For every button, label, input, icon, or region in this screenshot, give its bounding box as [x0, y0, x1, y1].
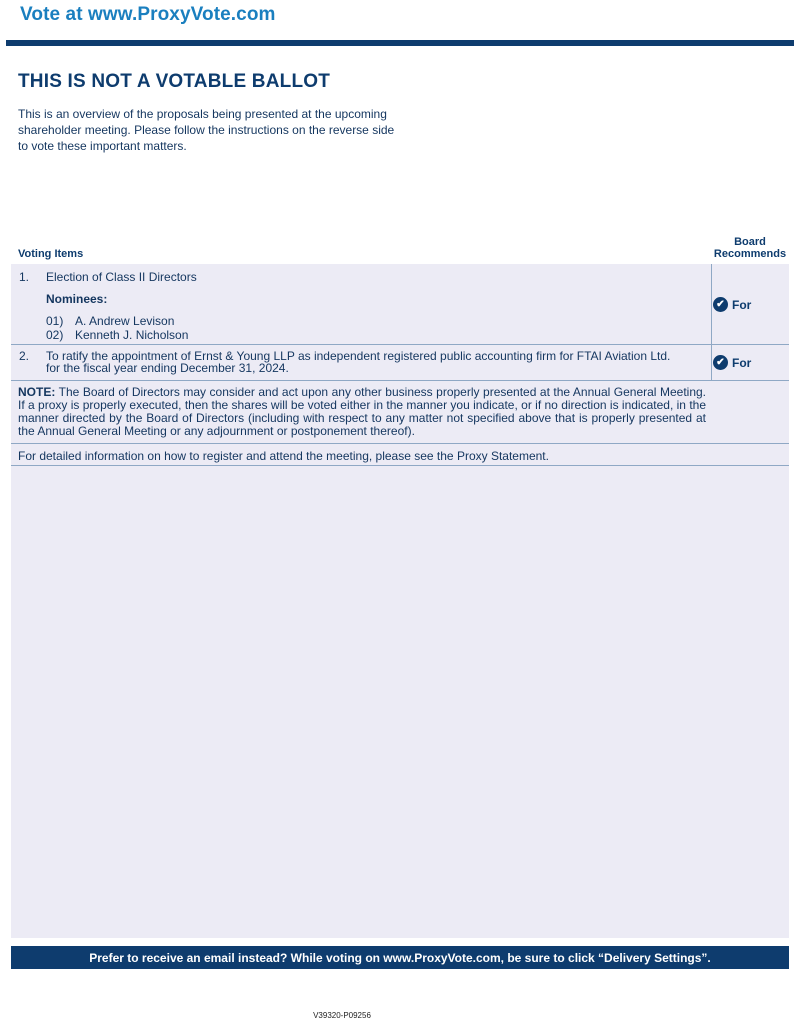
- note-text: [18, 386, 706, 438]
- recommendation-label: For: [732, 355, 752, 370]
- nominee: [46, 329, 188, 342]
- item-text-line1: To ratify the appointment of Ernst & Young LLP as independent registered public accounting firm for FTAI Aviation Ltd.: [46, 349, 671, 363]
- nominee: [46, 315, 174, 328]
- nominee-number: 02): [46, 328, 64, 342]
- recommendation-label: For: [732, 297, 752, 312]
- header-title: Vote at www.ProxyVote.com: [20, 4, 276, 25]
- voting-items-header: Voting Items: [18, 248, 84, 260]
- nominee-name: Kenneth J. Nicholson: [75, 328, 189, 342]
- ballot-title: THIS IS NOT A VOTABLE BALLOT: [18, 71, 331, 92]
- header-divider: [6, 40, 794, 46]
- nominee-name: A. Andrew Levison: [75, 314, 175, 328]
- intro-text: This is an overview of the proposals being presented at the upcoming shareholder meeting. Please follow the instructions on the reverse side to vote these important matters.: [18, 107, 395, 153]
- nominees-label: Nominees:: [46, 292, 108, 306]
- check-circle-icon: ✔: [713, 355, 728, 370]
- note-label: NOTE:: [18, 385, 56, 399]
- column-divider: [711, 345, 712, 381]
- info-text: For detailed information on how to register and attend the meeting, please see the Proxy Statement.: [18, 449, 549, 463]
- item-number: 1.: [19, 270, 30, 284]
- item-text-line2: for the fiscal year ending December 31, 2024.: [46, 361, 289, 375]
- board-recommendation: [713, 355, 751, 370]
- check-circle-icon: ✔: [713, 297, 728, 312]
- board-header-line1: Board: [734, 236, 766, 248]
- column-divider: [711, 264, 712, 345]
- note-body: The Board of Directors may consider and act upon any other business properly presented at the Annual General Meeting. If a proxy is properly executed, then the shares will be voted either in the manner you indicate, or if no direction is indicated, in the manner directed by the Board of Directors (including with respect to any matter not specified above that is properly presented at the Annual General Meeting or any adjournment or postponement thereof).: [18, 385, 707, 438]
- board-recommends-header: [708, 236, 792, 260]
- item-number: 2.: [19, 349, 30, 363]
- board-header-line2: Recommends: [713, 248, 787, 260]
- item-text: [46, 350, 670, 374]
- delivery-settings-banner: Prefer to receive an email instead? While voting on www.ProxyVote.com, be sure to click “Delivery Settings”.: [11, 946, 789, 969]
- board-recommendation: [713, 297, 751, 312]
- item-text: Election of Class II Directors: [46, 270, 197, 284]
- nominee-number: 01): [46, 314, 64, 328]
- document-code: V39320-P09256: [313, 1011, 371, 1020]
